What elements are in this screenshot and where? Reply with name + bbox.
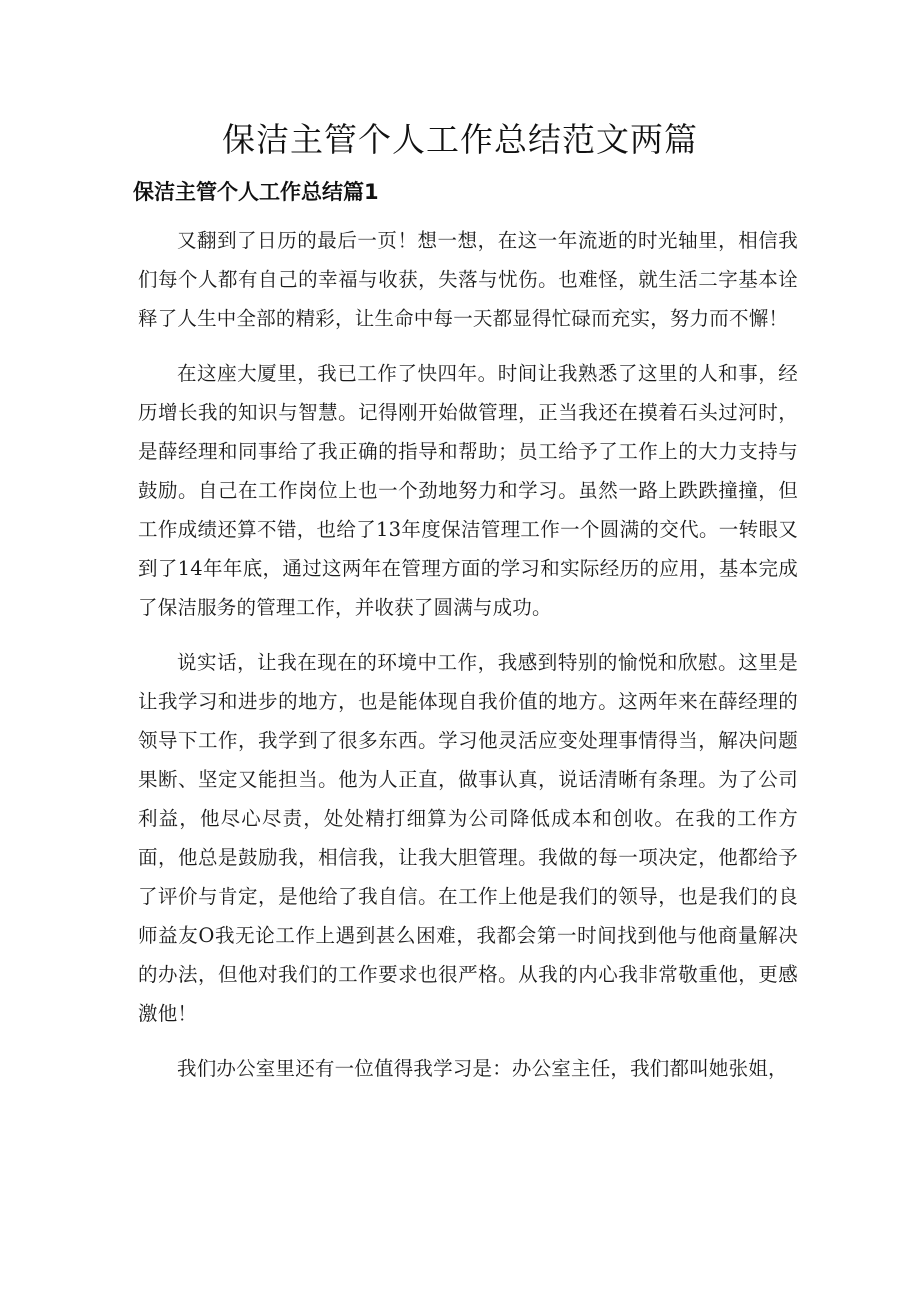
document-title: 保洁主管个人工作总结范文两篇 (222, 120, 698, 159)
paragraph: 说实话，让我在现在的环境中工作，我感到特别的愉悦和欣慰。这里是让我学习和进步的地方，也是能体现自我价值的地方。这两年来在薛经理的领导下工作，我学到了很多东西。学习他灵活应变处理事情得当，解决问题果断、坚定又能担当。他为人正直，做事认真，说话清晰有条理。为了公司利益，他尽心尽责，处处精打细算为公司降低成本和创收。在我的工作方面，他总是鼓励我，相信我，让我大胆管理。我做的每一项决定，他都给予了评价与肯定，是他给了我自信。在工作上他是我们的领导，也是我们的良师益友O我无论工作上遇到甚么困难，我都会第一时间找到他与他商量解决的办法，但他对我们的工作要求也很严格。从我的内心我非常敬重他，更感激他！ (138, 651, 798, 1025)
paragraph: 又翻到了日历的最后一页！想一想，在这一年流逝的时光轴里，相信我们每个人都有自己的幸福与收获，失落与忧伤。也难怪，就生活二字基本诠释了人生中全部的精彩，让生命中每一天都显得忙碌而充实，努力而不懈！ (138, 229, 798, 330)
document-body (138, 221, 798, 1104)
section-heading: 保洁主管个人工作总结篇1 (133, 180, 379, 204)
paragraph: 我们办公室里还有一位值得我学习是：办公室主任，我们都叫她张姐， (177, 1057, 788, 1080)
paragraph: 在这座大厦里，我已工作了快四年。时间让我熟悉了这里的人和事，经历增长我的知识与智慧。记得刚开始做管理，正当我还在摸着石头过河时，是薛经理和同事给了我正确的指导和帮助；员工给予了工作上的大力支持与鼓励。自己在工作岗位上也一个劲地努力和学习。虽然一路上跌跌撞撞，但工作成绩还算不错，也给了13年度保洁管理工作一个圆满的交代。一转眼又到了14年年底，通过这两年在管理方面的学习和实际经历的应用，基本完成了保洁服务的管理工作，并收获了圆满与成功。 (138, 362, 798, 619)
